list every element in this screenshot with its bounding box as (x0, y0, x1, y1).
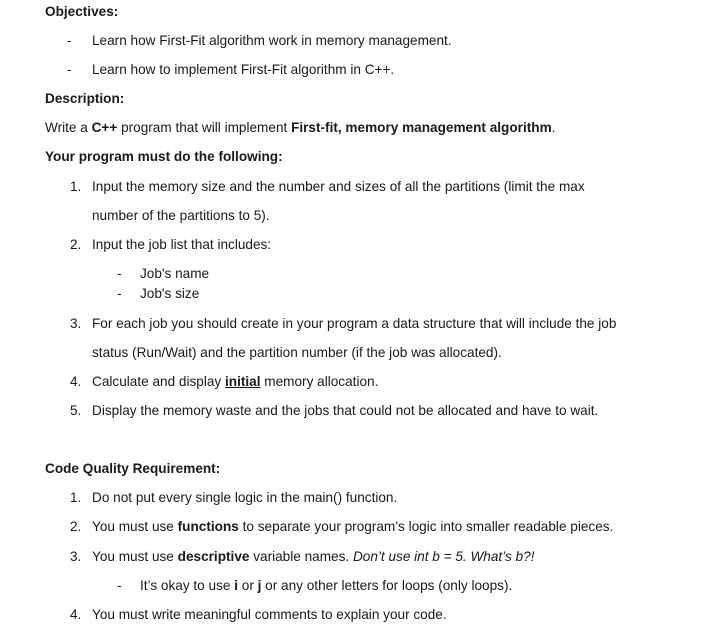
quality-heading: Code Quality Requirement: (45, 461, 221, 476)
intro-end: . (551, 120, 556, 135)
description-heading: Description: (45, 91, 125, 106)
task-text: number of the partitions to 5). (92, 208, 270, 223)
task-number: 5. (70, 403, 82, 418)
q3-sub-j: j (257, 578, 262, 593)
intro-algo: First-fit, memory management algorithm (291, 120, 552, 135)
intro-pre: Write a (45, 120, 92, 135)
q2-emph: functions (177, 519, 239, 534)
sub-item: Job's name (140, 266, 210, 281)
task-text: Input the job list that includes: (92, 237, 272, 252)
task-number: 3. (70, 316, 82, 331)
bullet-dash: - (67, 33, 72, 48)
quality-text (92, 548, 534, 566)
task-number: 2. (70, 237, 82, 252)
task-text: Display the memory waste and the jobs that could not be allocated and have to wait. (92, 403, 599, 418)
t4-emph: initial (225, 374, 261, 389)
q3-italic: Don’t use int b = 5. What’s b?! (352, 549, 535, 564)
q3-emph: descriptive (177, 549, 250, 564)
quality-text (92, 518, 613, 536)
q3-pre: You must use (92, 549, 178, 564)
sub-item: Job's size (140, 286, 200, 301)
q3-sub-pre: It’s okay to use (140, 578, 235, 593)
task-number: 4. (70, 374, 82, 389)
task-text: For each job you should create in your program a data structure that will include the job (92, 316, 617, 331)
t4-post: memory allocation. (260, 374, 379, 389)
q3-sub-i: i (234, 578, 238, 593)
q2-pre: You must use (92, 519, 178, 534)
quality-sub-item (140, 577, 512, 595)
objectives-heading: Objectives: (45, 4, 119, 19)
bullet-dash: - (117, 286, 122, 301)
task-text (92, 373, 378, 391)
description-intro (45, 119, 555, 137)
bullet-dash: - (117, 266, 122, 281)
intro-lang: C++ (91, 120, 118, 135)
quality-number: 2. (70, 519, 82, 534)
t4-pre: Calculate and display (92, 374, 225, 389)
task-number: 1. (70, 179, 82, 194)
must-heading: Your program must do the following: (45, 149, 283, 164)
q2-post: to separate your program’s logic into smaller readable pieces. (238, 519, 614, 534)
quality-number: 4. (70, 607, 82, 622)
quality-text: Do not put every single logic in the main() function. (92, 490, 398, 505)
bullet-dash: - (67, 62, 72, 77)
q3-sub-post: or any other letters for loops (only loops). (261, 578, 513, 593)
quality-text: You must write meaningful comments to explain your code. (92, 607, 447, 622)
task-text: Input the memory size and the number and sizes of all the partitions (limit the max (92, 179, 585, 194)
objective-item: Learn how First-Fit algorithm work in memory management. (92, 33, 452, 48)
q3-mid: variable names. (249, 549, 353, 564)
q3-sub-or: or (237, 578, 258, 593)
quality-number: 1. (70, 490, 82, 505)
bullet-dash: - (117, 578, 122, 593)
objective-item: Learn how to implement First-Fit algorithm in C++. (92, 62, 395, 77)
quality-number: 3. (70, 549, 82, 564)
task-text: status (Run/Wait) and the partition number (if the job was allocated). (92, 345, 502, 360)
intro-mid: program that will implement (117, 120, 292, 135)
